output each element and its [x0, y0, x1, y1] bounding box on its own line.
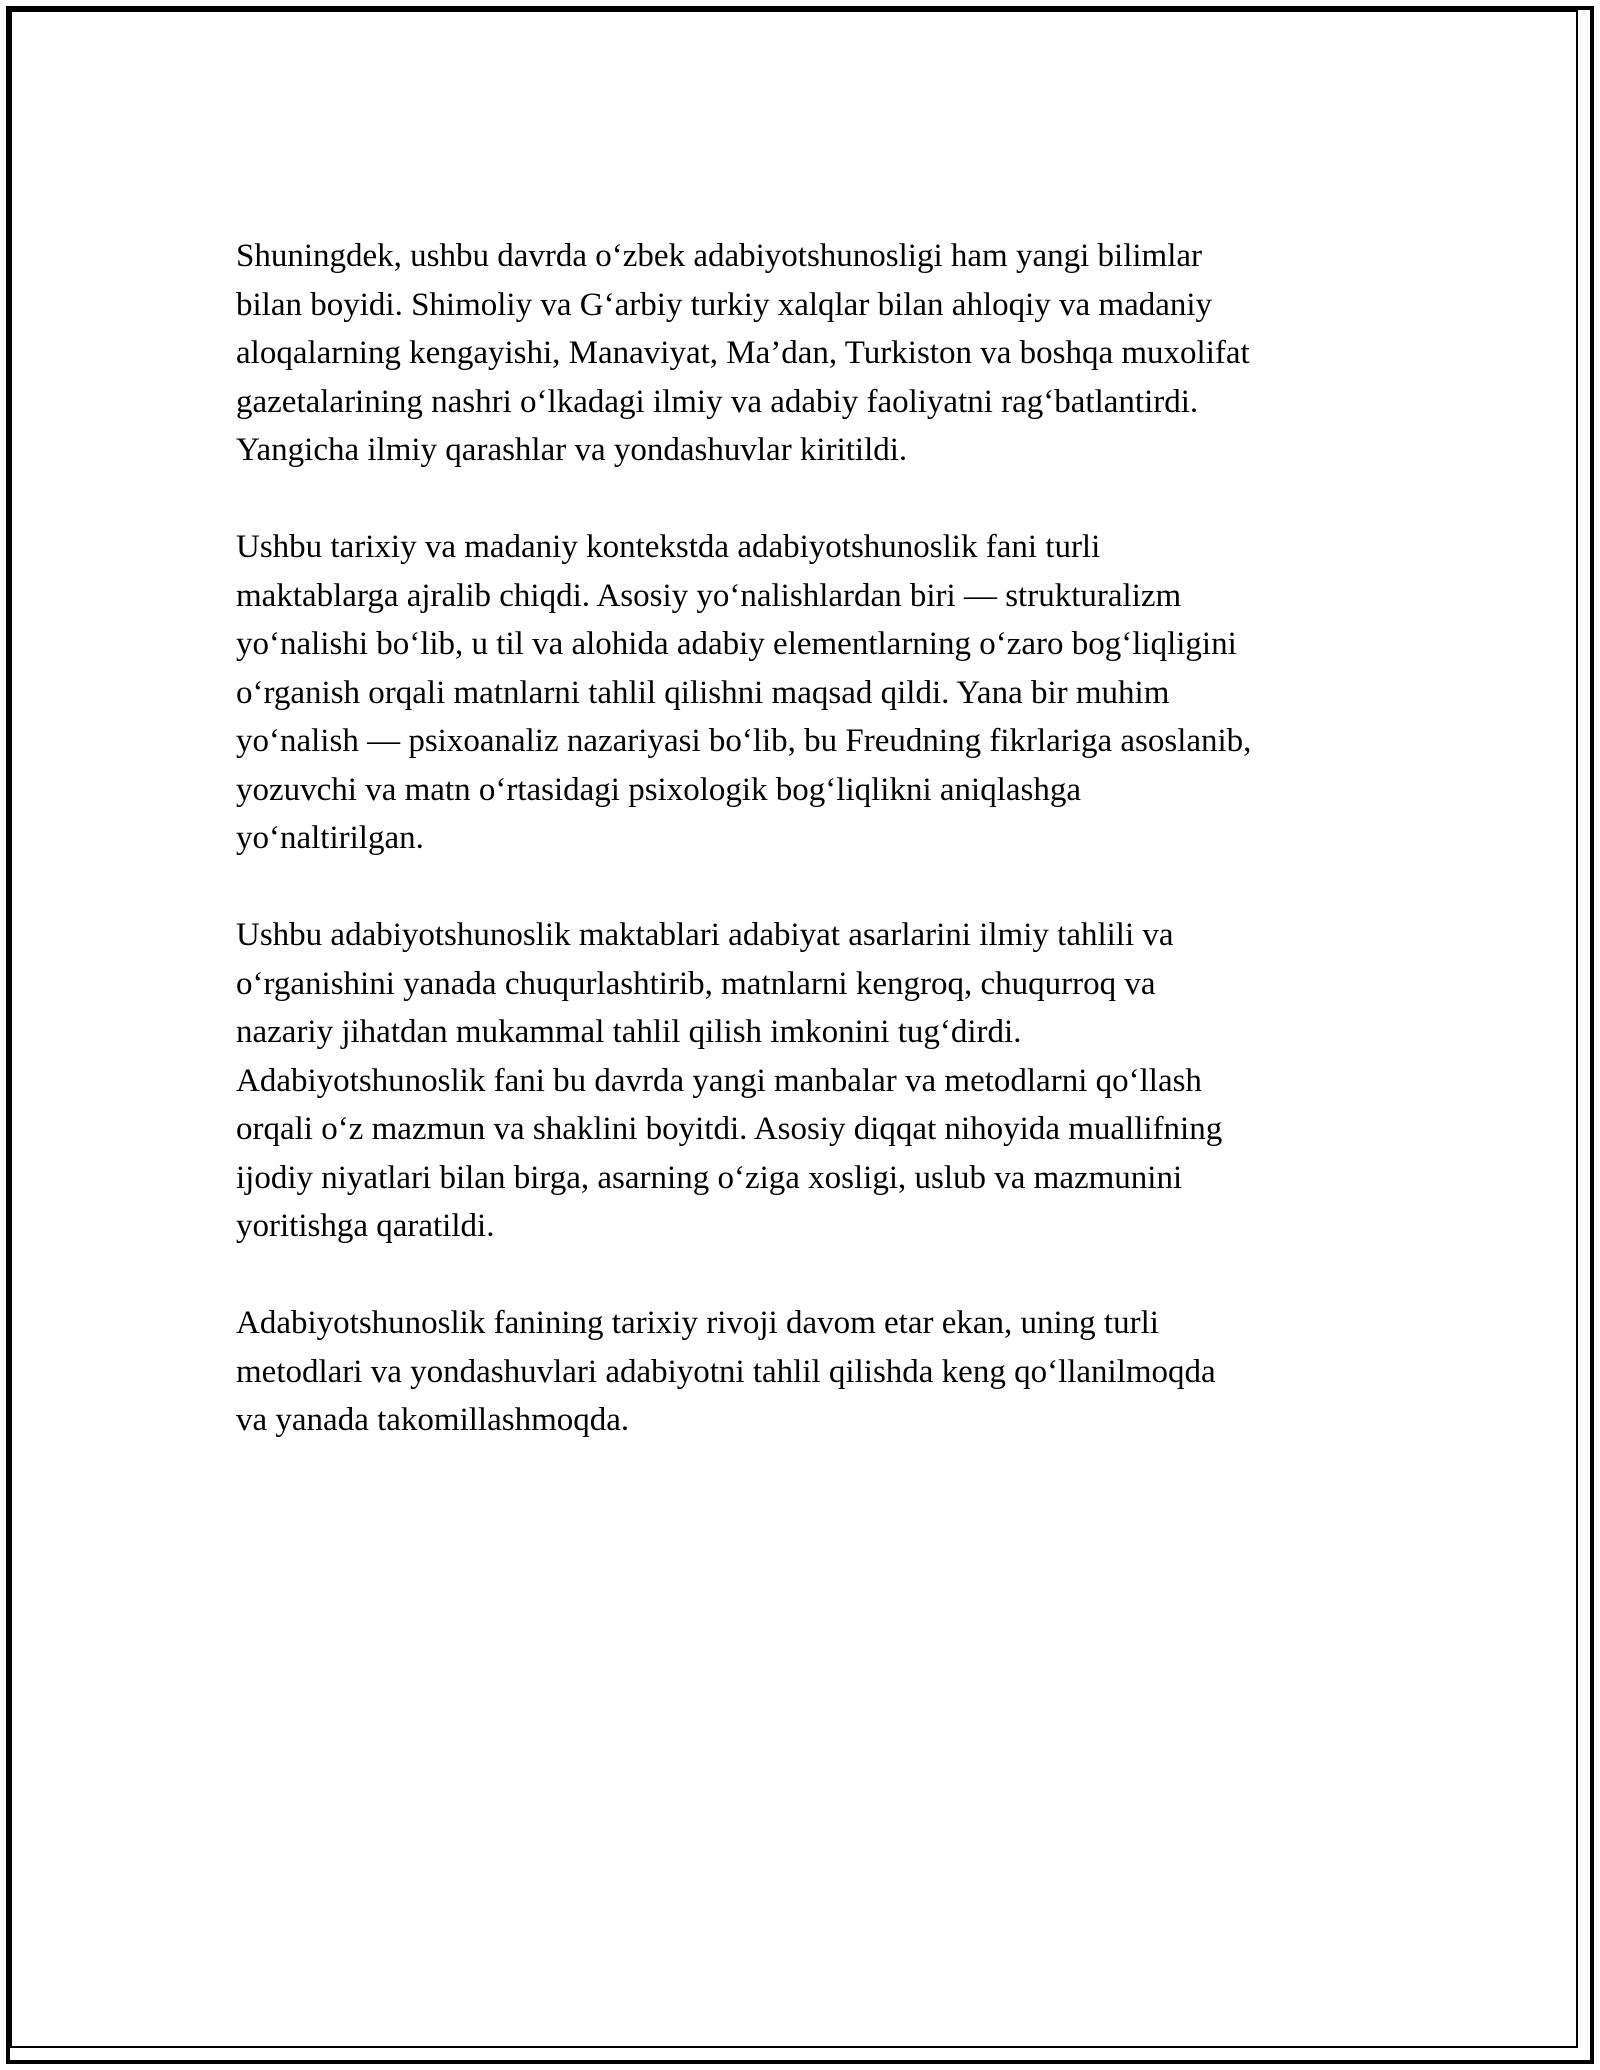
- text-line: o‘rganishini yanada chuqurlashtirib, matnlarni kengroq, chuqurroq va: [236, 965, 1156, 1002]
- document-body: [236, 232, 1376, 1493]
- text-line: yoritishga qaratildi.: [236, 1208, 495, 1244]
- text-line: metodlari va yondashuvlari adabiyotni tahlil qilishda keng qo‘llanilmoqda: [236, 1353, 1216, 1390]
- text-line: Yangicha ilmiy qarashlar va yondashuvlar kiritildi.: [236, 432, 908, 468]
- text-line: Ushbu adabiyotshunoslik maktablari adabiyat asarlarini ilmiy tahlili va: [236, 917, 1174, 953]
- text-line: ijodiy niyatlari bilan birga, asarning o‘ziga xosligi, uslub va mazmunini: [236, 1159, 1183, 1196]
- paragraph-2: [236, 523, 1376, 863]
- text-line: maktablarga ajralib chiqdi. Asosiy yo‘nalishlardan biri — strukturalizm: [236, 577, 1182, 614]
- text-line: va yanada takomillashmoqda.: [236, 1402, 630, 1438]
- text-line: yozuvchi va matn o‘rtasidagi psixologik bog‘liqlikni aniqlashga: [236, 771, 1082, 808]
- text-line: gazetalarining nashri o‘lkadagi ilmiy va adabiy faoliyatni rag‘batlantirdi.: [236, 383, 1199, 420]
- text-line: yo‘naltirilgan.: [236, 820, 424, 856]
- text-line: Ushbu tarixiy va madaniy kontekstda adabiyotshunoslik fani turli: [236, 529, 1101, 565]
- paragraph-3: [236, 911, 1376, 1251]
- text-line: aloqalarning kengayishi, Manaviyat, Ma’dan, Turkiston va boshqa muxolifat: [236, 335, 1250, 371]
- text-line: nazariy jihatdan mukammal tahlil qilish imkonini tug‘dirdi.: [236, 1014, 1022, 1050]
- text-line: Shuningdek, ushbu davrda o‘zbek adabiyotshunosligi ham yangi bilimlar: [236, 238, 1203, 274]
- paragraph-1: [236, 232, 1376, 475]
- text-line: o‘rganish orqali matnlarni tahlil qilishni maqsad qildi. Yana bir muhim: [236, 674, 1170, 711]
- text-line: orqali o‘z mazmun va shaklini boyitdi. Asosiy diqqat nihoyida muallifning: [236, 1111, 1223, 1147]
- paragraph-4: [236, 1299, 1376, 1445]
- text-line: Adabiyotshunoslik fanining tarixiy rivoji davom etar ekan, uning turli: [236, 1305, 1159, 1341]
- text-line: bilan boyidi. Shimoliy va G‘arbiy turkiy xalqlar bilan ahloqiy va madaniy: [236, 286, 1213, 323]
- text-line: yo‘nalishi bo‘lib, u til va alohida adabiy elementlarning o‘zaro bog‘liqligini: [236, 626, 1237, 662]
- text-line: Adabiyotshunoslik fani bu davrda yangi manbalar va metodlarni qo‘llash: [236, 1062, 1202, 1099]
- text-line: yo‘nalish — psixoanaliz nazariyasi bo‘lib, bu Freudning fikrlariga asoslanib,: [236, 723, 1252, 759]
